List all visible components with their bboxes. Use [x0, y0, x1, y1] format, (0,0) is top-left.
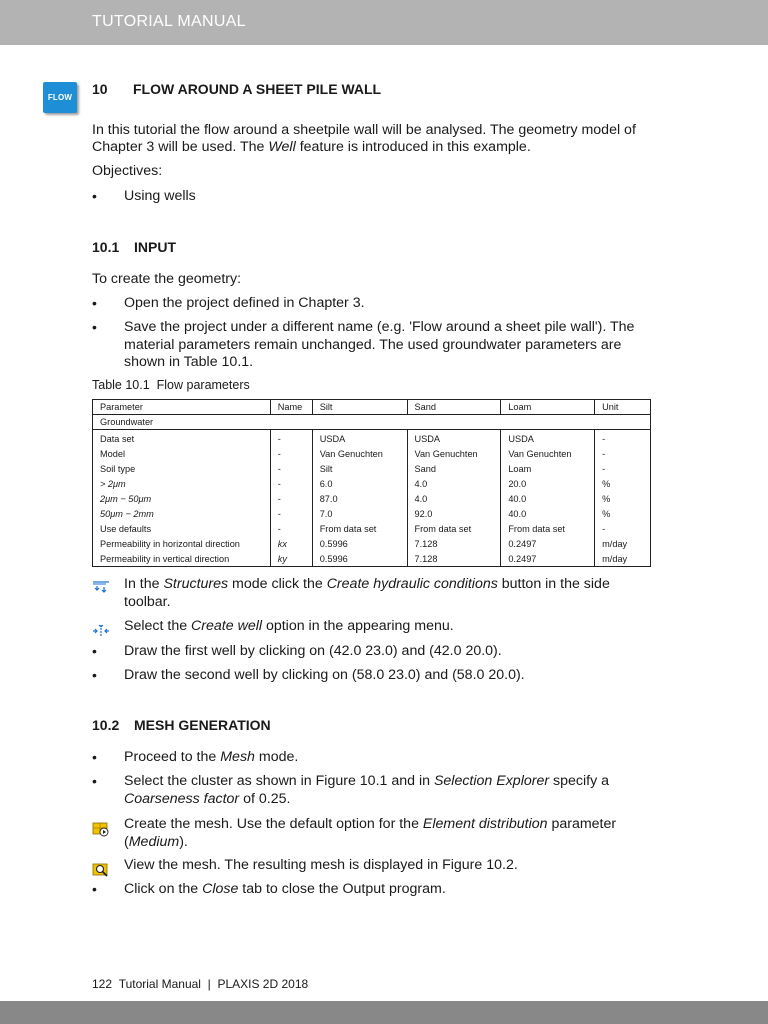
flow-badge-icon: FLOW	[43, 82, 77, 113]
text: Click on the	[124, 881, 203, 897]
text: (	[124, 833, 129, 850]
intro-text: Chapter 3 will be used. The	[92, 139, 269, 155]
table-group-row	[93, 415, 651, 430]
bullet-dot: •	[92, 188, 97, 204]
table-cell: Sand	[407, 462, 501, 477]
em-mesh: Mesh	[220, 749, 255, 765]
table-row	[93, 462, 651, 477]
bullet-dot: •	[92, 643, 97, 659]
page-number: 122	[92, 977, 113, 991]
text: mode click the	[228, 576, 327, 592]
table-cell: m/day	[595, 537, 651, 552]
table-cell: 7.128	[407, 552, 501, 567]
step-create-mesh-line-2	[124, 834, 654, 852]
table-cell: -	[595, 522, 651, 537]
em-create-well: Create well	[191, 618, 263, 634]
chapter-title: FLOW AROUND A SHEET PILE WALL	[133, 81, 382, 97]
table-row	[93, 447, 651, 462]
step-create-hydraulic-line-2: toolbar.	[124, 593, 171, 610]
table-cell: USDA	[312, 430, 407, 447]
table-row	[93, 522, 651, 537]
footer-bar	[0, 1001, 768, 1024]
page-footer	[92, 977, 308, 991]
table-cell: -	[595, 447, 651, 462]
objectives-label: Objectives:	[92, 163, 163, 179]
step-close-output	[124, 881, 654, 899]
bullet-dot: •	[92, 881, 97, 897]
table-cell: Use defaults	[93, 522, 271, 537]
section-heading-mesh	[92, 717, 271, 733]
table-cell: -	[270, 447, 312, 462]
text: button in the side	[497, 576, 610, 592]
em-coarseness: Coarseness factor	[124, 790, 240, 807]
table-group-label: Groundwater	[93, 415, 651, 430]
table-cell: 7.128	[407, 537, 501, 552]
table-cell: 0.5996	[312, 552, 407, 567]
step-save-line-1: Save the project under a different name (e.g. 'Flow around a sheet pile wall'). The	[124, 319, 635, 335]
table-cell: 6.0	[312, 477, 407, 492]
footer-separator: |	[207, 977, 211, 991]
table-cell: 4.0	[407, 492, 501, 507]
em-selection-explorer: Selection Explorer	[433, 773, 550, 789]
table-cell: Model	[93, 447, 271, 462]
table-cell: 87.0	[312, 492, 407, 507]
table-cell: 50μm − 2mm	[93, 507, 271, 522]
table-header-cell: Sand	[407, 400, 501, 415]
table-cell: kx	[270, 537, 312, 552]
table-cell: Loam	[501, 462, 595, 477]
footer-product: PLAXIS 2D 2018	[217, 977, 309, 991]
step-mesh-mode	[124, 749, 654, 767]
step-save-line-2: material parameters remain unchanged. The used groundwater parameters are	[124, 336, 622, 353]
create-well-icon	[92, 624, 110, 638]
step-create-mesh-line-1	[124, 816, 654, 834]
table-cell: 92.0	[407, 507, 501, 522]
table-header-row	[93, 400, 651, 415]
em-element-distribution: Element distribution	[422, 816, 548, 832]
text: In the	[124, 576, 164, 592]
table-row	[93, 552, 651, 567]
table-caption-title: Flow parameters	[156, 378, 250, 392]
table-cell: Permeability in horizontal direction	[93, 537, 271, 552]
section-number: 10.1	[92, 239, 120, 255]
create-geometry-text: To create the geometry:	[92, 271, 242, 287]
step-select-cluster-line-1	[124, 773, 654, 791]
table-cell: Van Genuchten	[407, 447, 501, 462]
objective-item: Using wells	[124, 188, 196, 204]
table-cell: Permeability in vertical direction	[93, 552, 271, 567]
section-title: INPUT	[134, 239, 176, 255]
table-caption-number: Table 10.1	[92, 378, 150, 392]
em-create-hydraulic: Create hydraulic conditions	[326, 576, 498, 592]
step-create-mesh	[124, 816, 654, 851]
em-medium: Medium	[128, 833, 180, 850]
text: mode.	[254, 749, 299, 765]
hydraulic-conditions-icon	[92, 580, 110, 594]
table-header-cell: Name	[270, 400, 312, 415]
table-cell: -	[270, 507, 312, 522]
table-cell: 2μm − 50μm	[93, 492, 271, 507]
text: tab to close the Output program.	[238, 881, 446, 897]
bullet-dot: •	[92, 319, 97, 335]
header-bar	[0, 0, 768, 45]
view-mesh-icon	[92, 862, 110, 878]
table-cell: Van Genuchten	[501, 447, 595, 462]
step-select-cluster	[124, 773, 654, 808]
em-close: Close	[202, 881, 239, 897]
table-cell: -	[595, 430, 651, 447]
table-cell: %	[595, 492, 651, 507]
table-header-cell: Loam	[501, 400, 595, 415]
bullet-dot: •	[92, 295, 97, 311]
chapter-heading	[92, 81, 381, 97]
step-draw-first-well: Draw the first well by clicking on (42.0 23.0) and (42.0 20.0).	[124, 643, 502, 659]
intro-line-2	[92, 139, 531, 157]
table-cell: -	[270, 462, 312, 477]
table-header-cell: Unit	[595, 400, 651, 415]
table-cell: From data set	[501, 522, 595, 537]
intro-em-well: Well	[268, 139, 296, 155]
table-header-cell: Silt	[312, 400, 407, 415]
step-create-hydraulic	[124, 576, 654, 611]
table-cell: 40.0	[501, 507, 595, 522]
table-header-cell: Parameter	[93, 400, 271, 415]
text: of 0.25.	[239, 790, 291, 807]
footer-manual: Tutorial Manual	[118, 977, 201, 991]
table-row	[93, 537, 651, 552]
table-cell: Soil type	[93, 462, 271, 477]
step-create-well	[124, 618, 654, 636]
step-open-project: Open the project defined in Chapter 3.	[124, 295, 365, 311]
text: specify a	[549, 773, 610, 789]
text: Select the cluster as shown in Figure 10.1 and in	[124, 773, 434, 789]
table-cell: 0.2497	[501, 537, 595, 552]
table-cell: Van Genuchten	[312, 447, 407, 462]
bullet-dot: •	[92, 749, 97, 765]
table-cell: 0.2497	[501, 552, 595, 567]
table-cell: m/day	[595, 552, 651, 567]
text: option in the appearing menu.	[262, 618, 454, 634]
table-row	[93, 507, 651, 522]
section-title: MESH GENERATION	[134, 717, 271, 733]
step-save-project	[124, 319, 654, 372]
table-cell: -	[270, 430, 312, 447]
table-cell: %	[595, 477, 651, 492]
flow-parameters-table	[92, 399, 651, 567]
generate-mesh-icon	[92, 821, 110, 837]
table-cell: 0.5996	[312, 537, 407, 552]
table-cell: ky	[270, 552, 312, 567]
text: Create the mesh. Use the default option for the	[124, 816, 423, 832]
text: Proceed to the	[124, 749, 221, 765]
text: Select the	[124, 618, 192, 634]
table-caption	[92, 378, 250, 392]
text: ).	[179, 833, 188, 850]
table-cell: USDA	[407, 430, 501, 447]
table-cell: %	[595, 507, 651, 522]
table-cell: 7.0	[312, 507, 407, 522]
section-number: 10.2	[92, 717, 120, 733]
table-row	[93, 492, 651, 507]
table-cell: From data set	[312, 522, 407, 537]
table-cell: Data set	[93, 430, 271, 447]
table-cell: > 2μm	[93, 477, 271, 492]
bullet-dot: •	[92, 667, 97, 683]
intro-text-post: feature is introduced in this example.	[295, 139, 531, 155]
intro-line-1: In this tutorial the flow around a sheetpile wall will be analysed. The geometry model of	[92, 122, 636, 138]
table-cell: 20.0	[501, 477, 595, 492]
table-cell: -	[595, 462, 651, 477]
table-cell: -	[270, 522, 312, 537]
bullet-dot: •	[92, 773, 97, 789]
text: parameter	[547, 816, 617, 832]
table-row	[93, 430, 651, 447]
table-cell: -	[270, 492, 312, 507]
table-cell: -	[270, 477, 312, 492]
table-cell: Silt	[312, 462, 407, 477]
table-cell: From data set	[407, 522, 501, 537]
section-heading-input	[92, 239, 176, 255]
step-select-cluster-line-2	[124, 791, 654, 809]
step-create-hydraulic-line-1	[124, 576, 654, 594]
table-cell: USDA	[501, 430, 595, 447]
step-view-mesh: View the mesh. The resulting mesh is displayed in Figure 10.2.	[124, 857, 518, 873]
table-cell: 4.0	[407, 477, 501, 492]
step-draw-second-well: Draw the second well by clicking on (58.0 23.0) and (58.0 20.0).	[124, 667, 525, 683]
table-cell: 40.0	[501, 492, 595, 507]
table-row	[93, 477, 651, 492]
em-structures: Structures	[163, 576, 229, 592]
step-save-line-3: shown in Table 10.1.	[124, 354, 254, 370]
chapter-number: 10	[92, 81, 108, 97]
header-title: TUTORIAL MANUAL	[92, 13, 246, 30]
